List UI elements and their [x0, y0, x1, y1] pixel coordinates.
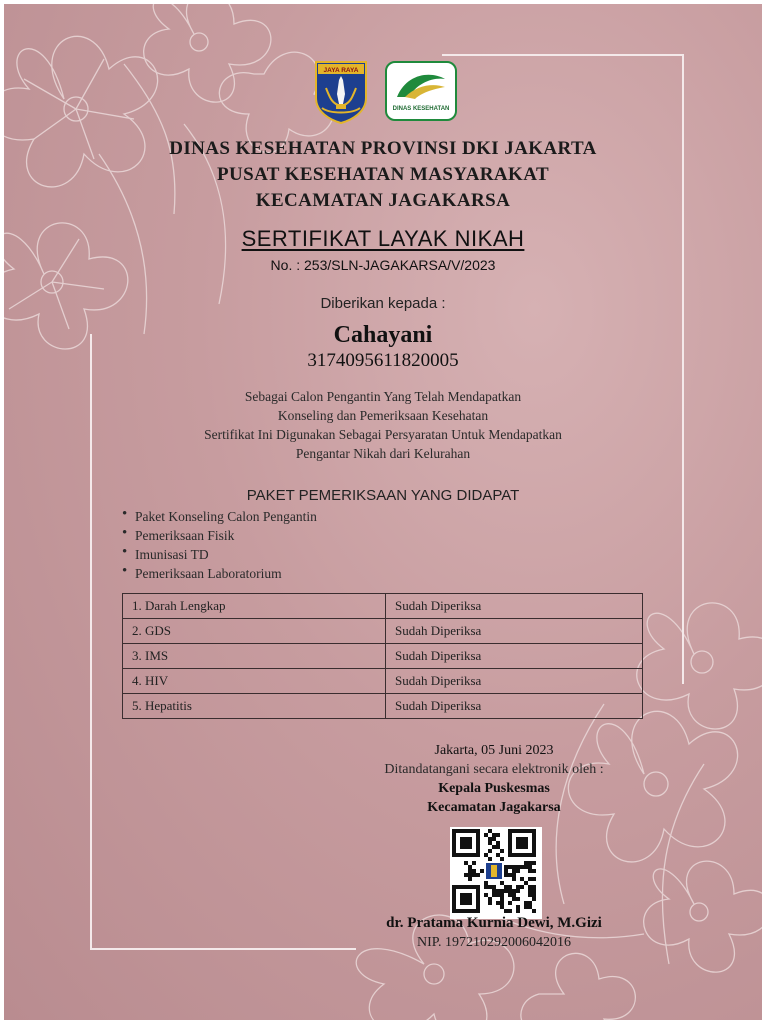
- test-status: Sudah Diperiksa: [386, 644, 643, 669]
- test-name: 2. GDS: [123, 619, 386, 644]
- table-row: [123, 594, 643, 619]
- frame-top-line: [442, 54, 684, 56]
- signature-position-1: Kepala Puskesmas: [438, 781, 550, 796]
- qr-code: [450, 827, 542, 919]
- table-row: [123, 619, 643, 644]
- header-line-2: PUSAT KESEHATAN MASYARAKAT: [216, 164, 550, 185]
- test-name: 1. Darah Lengkap: [123, 594, 386, 619]
- dinas-kesehatan-logo-label: DINAS KESEHATAN: [392, 106, 450, 112]
- package-item: • Imunisasi TD: [122, 545, 317, 564]
- description-line-1: Sebagai Calon Pengantin Yang Telah Mendapatkan: [244, 389, 522, 404]
- given-to-label: Diberikan kepada :: [320, 295, 446, 312]
- frame-bottom-line: [90, 948, 356, 950]
- test-status: Sudah Diperiksa: [386, 619, 643, 644]
- description-line-4: Pengantar Nikah dari Kelurahan: [295, 446, 471, 461]
- package-heading: PAKET PEMERIKSAAN YANG DIDAPAT: [246, 487, 520, 504]
- recipient-name: Cahayani: [333, 322, 433, 348]
- test-status: Sudah Diperiksa: [386, 669, 643, 694]
- certificate-page: [4, 4, 762, 1020]
- signature-place-date: Jakarta, 05 Juni 2023: [434, 743, 554, 758]
- header-line-3: KECAMATAN JAGAKARSA: [255, 190, 511, 211]
- description-line-3: Sertifikat Ini Digunakan Sebagai Persyaratan Untuk Mendapatkan: [204, 427, 562, 442]
- lab-results-table: [122, 593, 643, 719]
- table-row: [123, 644, 643, 669]
- test-name: 4. HIV: [123, 669, 386, 694]
- signature-position-2: Kecamatan Jagakarsa: [427, 800, 561, 815]
- test-status: Sudah Diperiksa: [386, 694, 643, 719]
- table-row: [123, 669, 643, 694]
- signer-name: dr. Pratama Kurnia Dewi, M.Gizi: [386, 915, 602, 931]
- package-item: • Pemeriksaan Fisik: [122, 526, 317, 545]
- recipient-id: 3174095611820005: [307, 350, 459, 371]
- description-line-2: Konseling dan Pemeriksaan Kesehatan: [277, 408, 489, 423]
- jakarta-crest-banner: JAYA RAYA: [323, 67, 359, 74]
- table-row: [123, 694, 643, 719]
- signature-note: Ditandatangani secara elektronik oleh :: [384, 762, 604, 777]
- package-item: • Paket Konseling Calon Pengantin: [122, 507, 317, 526]
- certificate-number: No. : 253/SLN-JAGAKARSA/V/2023: [270, 257, 496, 273]
- dinas-kesehatan-logo: [385, 61, 457, 121]
- jakarta-crest-logo: [312, 58, 370, 124]
- package-list: [122, 507, 317, 583]
- header-line-1: DINAS KESEHATAN PROVINSI DKI JAKARTA: [169, 138, 597, 159]
- test-status: Sudah Diperiksa: [386, 594, 643, 619]
- test-name: 3. IMS: [123, 644, 386, 669]
- package-item: • Pemeriksaan Laboratorium: [122, 564, 317, 583]
- test-name: 5. Hepatitis: [123, 694, 386, 719]
- certificate-title: SERTIFIKAT LAYAK NIKAH: [241, 226, 525, 251]
- signer-nip: NIP. 197210292006042016: [416, 935, 571, 950]
